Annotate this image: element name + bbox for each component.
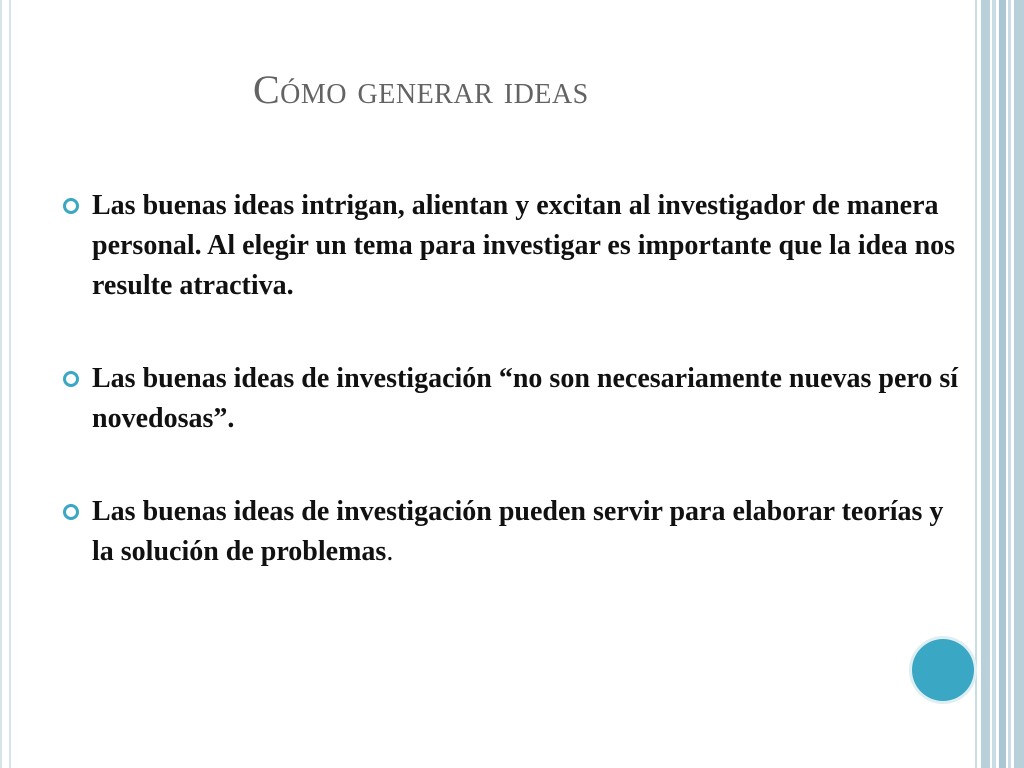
right-decor-stripe — [1008, 0, 1011, 768]
bullet-text: Las buenas ideas intrigan, alientan y excitan al investigador de manera personal. Al elegir un tema para investigar es importante que la idea nos resulte atractiva. — [92, 190, 956, 301]
left-frame-line — [9, 0, 11, 768]
bullet-item — [62, 186, 962, 306]
right-decor-stripe — [1014, 0, 1024, 768]
bullet-item — [62, 359, 962, 439]
circle-icon — [912, 639, 974, 701]
bullet-item — [62, 492, 962, 572]
bullet-list — [62, 186, 962, 572]
slide-title: Cómo generar ideas — [253, 67, 589, 112]
ring-bullet-icon — [62, 370, 80, 388]
right-decor-stripe — [975, 0, 977, 768]
bullet-text: Las buenas ideas de investigación “no son necesariamente nuevas pero sí novedosas”. — [92, 363, 958, 434]
left-frame-line — [0, 0, 2, 768]
bullet-text: Las buenas ideas de investigación pueden servir para elaborar teorías y la solución de problemas. — [92, 496, 944, 567]
right-decor-stripe — [981, 0, 990, 768]
ring-bullet-icon — [62, 503, 80, 521]
right-decor-stripe — [992, 0, 996, 768]
right-decor-stripe — [999, 0, 1006, 768]
ring-bullet-icon — [62, 197, 80, 215]
